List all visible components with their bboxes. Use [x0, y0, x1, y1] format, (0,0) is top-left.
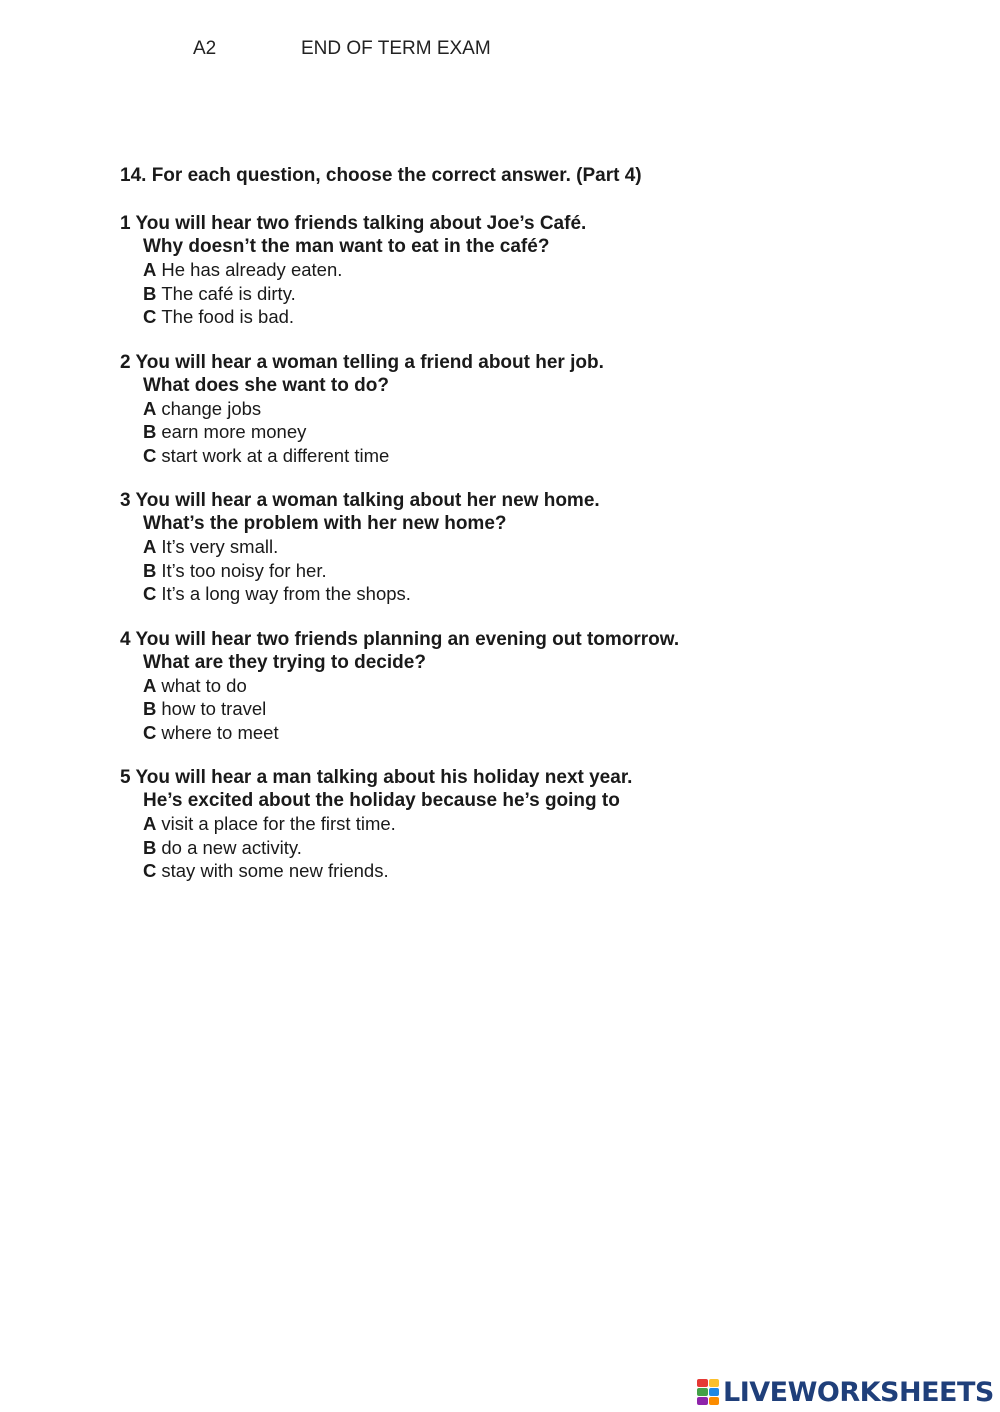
question-3 — [120, 489, 920, 606]
option-letter: C — [143, 306, 157, 327]
option-letter: A — [143, 536, 157, 557]
option-text: It’s a long way from the shops. — [161, 583, 411, 604]
option-text: do a new activity. — [161, 836, 302, 858]
question-5-option-b[interactable] — [120, 836, 920, 860]
liveworksheets-logo-icon — [697, 1379, 719, 1405]
question-1-option-a[interactable] — [120, 258, 920, 282]
question-4-option-b[interactable] — [120, 697, 920, 721]
question-5 — [120, 766, 920, 883]
option-letter: B — [143, 282, 157, 304]
question-1 — [120, 212, 920, 329]
watermark-text: LIVEWORKSHEETS — [723, 1376, 994, 1408]
question-3-context: 3 You will hear a woman talking about her new home. — [120, 490, 600, 511]
question-4-option-c[interactable] — [120, 721, 920, 745]
option-text: The café is dirty. — [161, 282, 296, 304]
option-letter: A — [143, 674, 157, 696]
question-3-option-a[interactable] — [120, 535, 920, 559]
question-2-option-b[interactable] — [120, 420, 920, 444]
exam-title: END OF TERM EXAM — [301, 38, 491, 59]
question-2-option-c[interactable] — [120, 444, 920, 468]
question-1-option-c[interactable] — [120, 305, 920, 329]
question-4-context: 4 You will hear two friends planning an evening out tomorrow. — [120, 628, 680, 650]
option-letter: C — [143, 444, 157, 466]
option-letter: C — [143, 860, 157, 881]
option-letter: B — [143, 836, 157, 858]
question-list — [120, 212, 920, 905]
question-4-option-a[interactable] — [120, 674, 920, 698]
question-5-option-c[interactable] — [120, 859, 920, 883]
question-3-prompt: What’s the problem with her new home? — [143, 513, 507, 534]
question-4-prompt: What are they trying to decide? — [143, 651, 426, 673]
question-5-option-a[interactable] — [120, 812, 920, 836]
question-2 — [120, 351, 920, 468]
question-1-prompt: Why doesn’t the man want to eat in the café? — [143, 236, 550, 257]
liveworksheets-watermark — [697, 1377, 994, 1407]
option-text: how to travel — [161, 698, 267, 719]
option-text: what to do — [161, 674, 247, 696]
option-text: stay with some new friends. — [161, 860, 389, 881]
option-letter: B — [143, 421, 157, 442]
option-letter: C — [143, 583, 157, 604]
option-letter: B — [143, 559, 157, 581]
question-2-prompt: What does she want to do? — [143, 374, 389, 396]
question-3-option-b[interactable] — [120, 559, 920, 583]
page-header — [0, 38, 1000, 64]
question-5-context: 5 You will hear a man talking about his holiday next year. — [120, 767, 633, 788]
question-1-context: 1 You will hear two friends talking about Joe’s Café. — [120, 213, 587, 234]
question-5-prompt: He’s excited about the holiday because he’s going to — [143, 790, 620, 811]
option-letter: C — [143, 721, 157, 743]
question-2-option-a[interactable] — [120, 397, 920, 421]
option-text: It’s very small. — [161, 536, 279, 557]
exam-level: A2 — [193, 38, 217, 59]
option-letter: A — [143, 259, 157, 280]
option-text: earn more money — [161, 421, 307, 442]
question-3-option-c[interactable] — [120, 582, 920, 606]
option-letter: A — [143, 813, 157, 834]
section-instruction: 14. For each question, choose the correct answer. (Part 4) — [120, 165, 642, 186]
question-1-option-b[interactable] — [120, 282, 920, 306]
option-text: change jobs — [161, 397, 262, 419]
option-text: visit a place for the first time. — [161, 813, 396, 834]
option-letter: B — [143, 698, 157, 719]
option-text: The food is bad. — [161, 306, 295, 327]
option-text: It’s too noisy for her. — [161, 559, 327, 581]
option-text: He has already eaten. — [161, 259, 343, 280]
option-text: start work at a different time — [161, 444, 390, 466]
option-letter: A — [143, 397, 157, 419]
question-4 — [120, 628, 920, 745]
option-text: where to meet — [161, 721, 279, 743]
question-2-context: 2 You will hear a woman telling a friend about her job. — [120, 351, 604, 373]
